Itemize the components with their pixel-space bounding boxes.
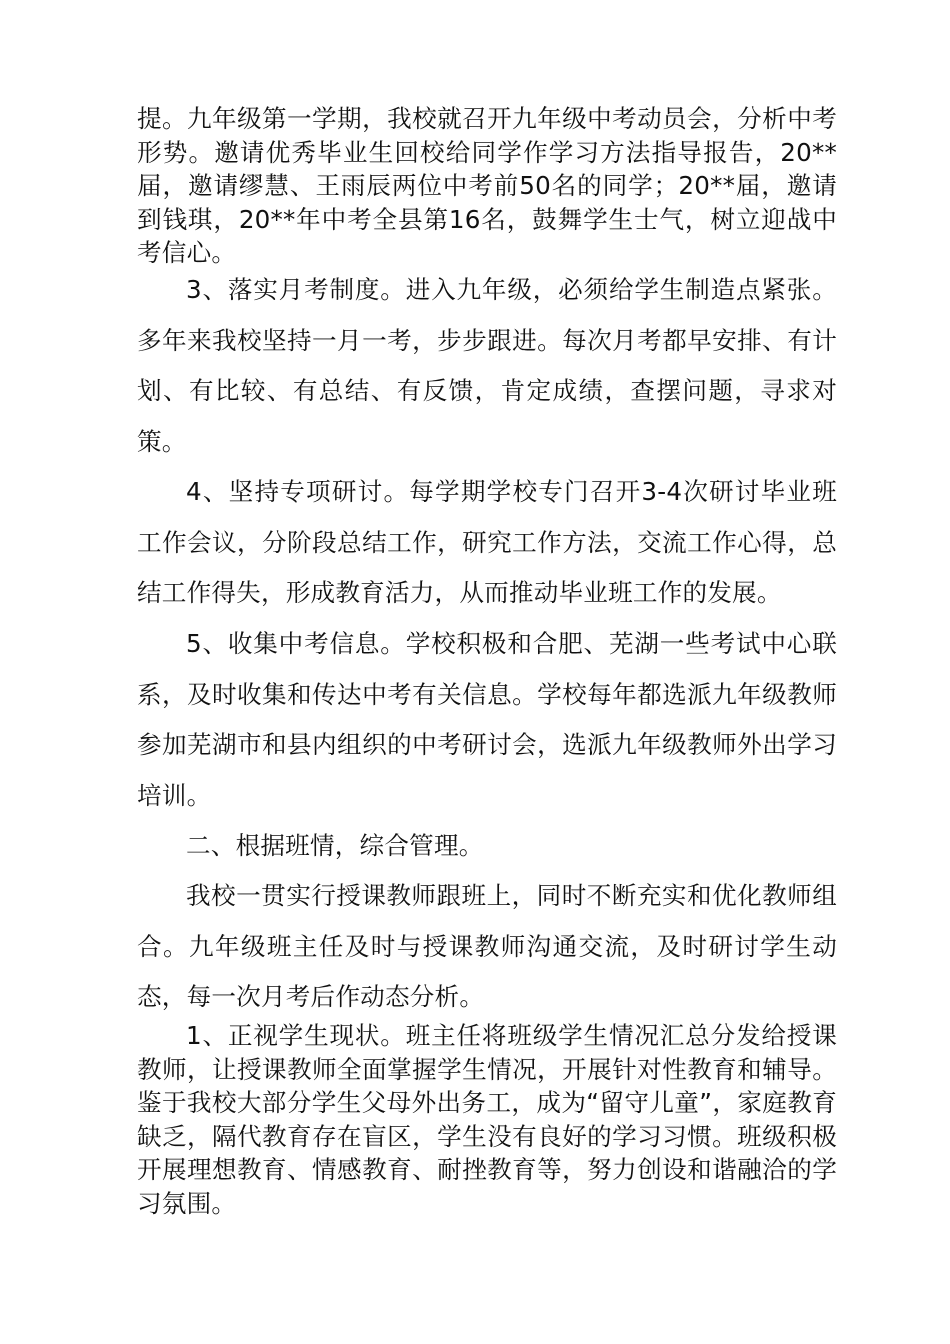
section-heading-2: 二、根据班情，综合管理。 [186, 831, 484, 860]
paragraph-item-1: 1、正视学生现状。班主任将班级学生情况汇总分发给授课教师，让授课教师全面掌握学生情况，开展针对性教育和辅导。鉴于我校大部分学生父母外出务工，成为“留守儿童”，家庭教育缺乏，隔代教育存在盲区，学生没有良好的学习习惯。班级积极开展理想教育、情感教育、耐挫教育等，努力创设和谐融洽的学习氛围。 [137, 1021, 837, 1218]
paragraph-item-4: 4、坚持专项研讨。每学期学校专门召开3-4次研讨毕业班工作会议，分阶段总结工作，研究工作方法，交流工作心得，总结工作得失，形成教育活力，从而推动毕业班工作的发展。 [137, 477, 837, 608]
paragraph-item-3: 3、落实月考制度。进入九年级，必须给学生制造点紧张。多年来我校坚持一月一考，步步跟进。每次月考都早安排、有计划、有比较、有总结、有反馈，肯定成绩，查摆问题，寻求对策。 [137, 275, 837, 456]
paragraph-item-5: 5、收集中考信息。学校积极和合肥、芜湖一些考试中心联系，及时收集和传达中考有关信息。学校每年都选派九年级教师参加芜湖市和县内组织的中考研讨会，选派九年级教师外出学习培训。 [137, 629, 837, 810]
paragraph-intro: 提。九年级第一学期，我校就召开九年级中考动员会，分析中考形势。邀请优秀毕业生回校给同学作学习方法指导报告，20**届，邀请缪慧、王雨辰两位中考前50名的同学；20**届，邀请到钱琪，20**年中考全县第16名，鼓舞学生士气，树立迎战中考信心。 [137, 104, 837, 268]
paragraph-body: 我校一贯实行授课教师跟班上，同时不断充实和优化教师组合。九年级班主任及时与授课教师沟通交流，及时研讨学生动态，每一次月考后作动态分析。 [137, 881, 837, 1012]
